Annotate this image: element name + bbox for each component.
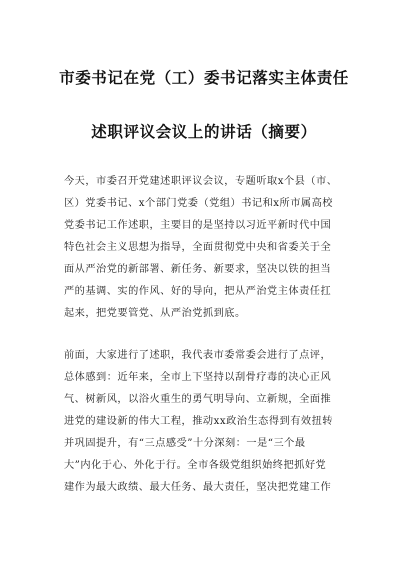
paragraph-1-line: 严的基调、实的作风、好的导向，把从严治党主体责任扛 — [64, 286, 332, 297]
paragraph-2-line: 前面，大家进行了述职，我代表市委常委会进行了点评， — [64, 350, 332, 361]
paragraph-2-line: 建作为最大政绩、最大任务、最大责任，坚决把党建工作 — [64, 482, 332, 493]
paragraph-1-line: 今天，市委召开党建述职评议会议，专题听取x个县（市、 — [64, 176, 338, 187]
paragraph-2-line: 总体感到：近年来，全市上下坚持以刮骨疗毒的决心正风 — [64, 372, 332, 383]
document-title-line-1: 市委书记在党（工）委书记落实主体责任 — [59, 69, 349, 87]
paragraph-2-line: 进党的建设新的伟大工程，推动xx政治生态得到有效扭转 — [64, 416, 333, 427]
paragraph-1-line: 面从严治党的新部署、新任务、新要求，坚决以铁的担当 — [64, 264, 332, 275]
document-title-line-2: 述职评议会议上的讲话（摘要） — [91, 123, 317, 141]
paragraph-1-line: 起来，把党要管党、从严治党抓到底。 — [64, 308, 246, 319]
paragraph-2-line: 大”内化于心、外化于行。全市各级党组织始终把抓好党 — [64, 460, 327, 471]
paragraph-1-line: 特色社会主义思想为指导，全面贯彻党中央和省委关于全 — [64, 242, 332, 253]
paragraph-2-line: 并巩固提升，有“三点感受”十分深刻：一是“三个最 — [64, 438, 306, 449]
paragraph-1-line: 区）党委书记、x个部门党委（党组）书记和x所市属高校 — [64, 198, 333, 209]
paragraph-2-line: 气、树新风，以浴火重生的勇气明导向、立新规，全面推 — [64, 394, 332, 405]
paragraph-1-line: 党委书记工作述职，主要目的是坚持以习近平新时代中国 — [64, 220, 332, 231]
